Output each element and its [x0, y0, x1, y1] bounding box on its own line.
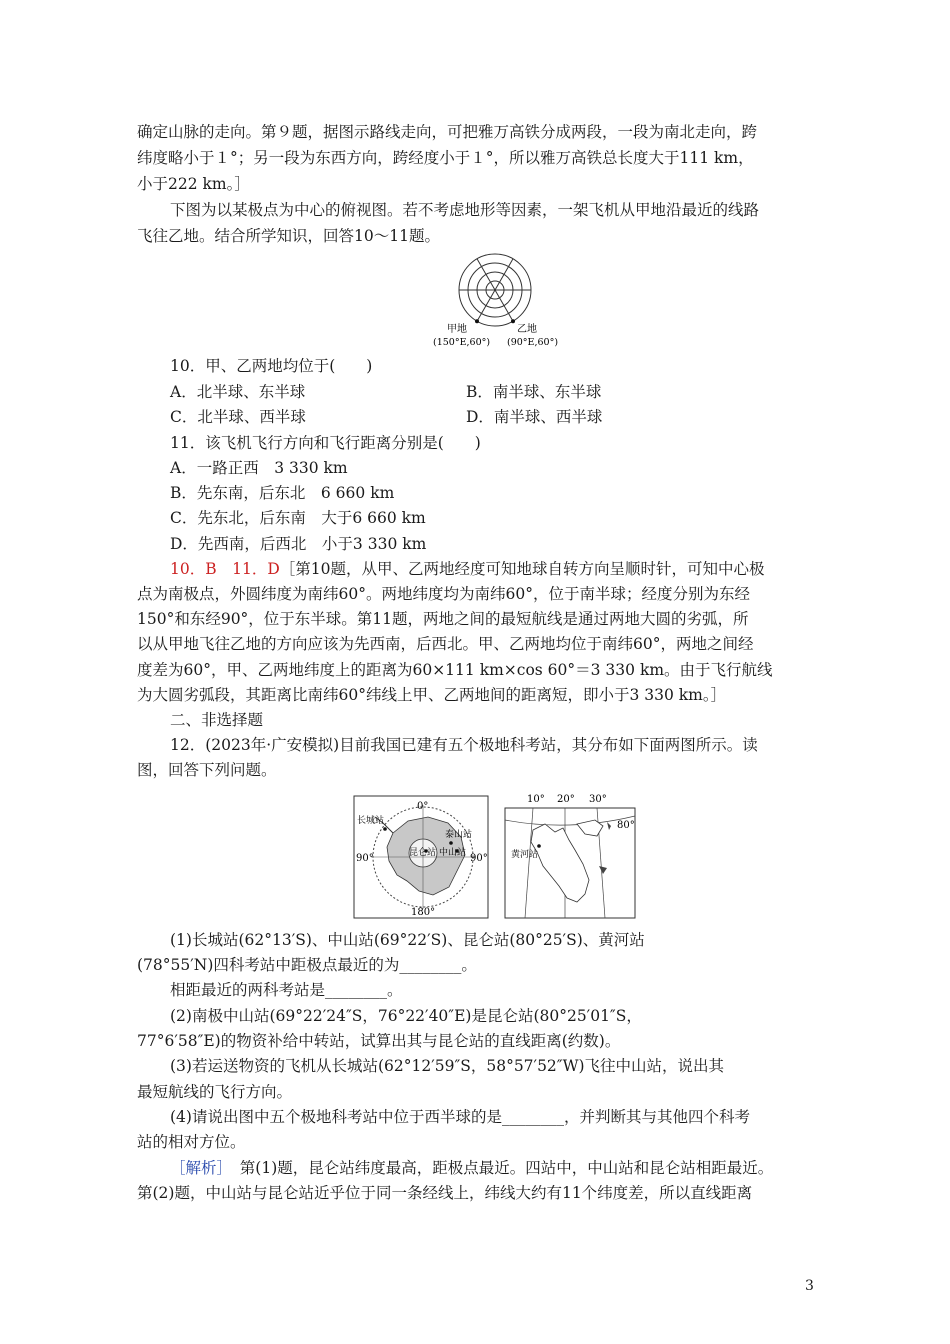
section-heading: 二、非选择题	[170, 711, 264, 729]
lon-10-label: 10°	[527, 794, 545, 805]
jia-label: 甲地	[447, 324, 467, 335]
q12-part1-b: (78°55′N)四科考站中距极点最近的为________。	[137, 956, 477, 974]
intro-line-2: 纬度略小于１°；另一段为东西方向，跨经度小于１°，所以雅万高铁总长度大于111 km，	[137, 149, 754, 167]
kunlun-label: 昆仑站	[409, 848, 437, 858]
answer-text: ［第10题，从甲、乙两地经度可知地球自转方向呈顺时针，可知中心极	[279, 560, 765, 578]
label-90-right: 90°	[470, 853, 488, 864]
huanghe-point	[537, 844, 541, 848]
answer-10-11-line-6: 为大圆劣弧段，其距离比南纬60°纬线上甲、乙两地间的距离短，即小于3 330 km。］	[137, 686, 727, 704]
q10-option-b: B．南半球、东半球	[466, 383, 602, 401]
label-0: 0°	[417, 801, 429, 812]
polar-view-figure	[425, 250, 565, 350]
spitsbergen-island	[531, 824, 589, 902]
q12-stem-2: 图，回答下列问题。	[137, 761, 277, 779]
q11-stem: 11．该飞机飞行方向和飞行距离分别是( )	[170, 434, 481, 452]
q11-option-d: D．先西南，后西北 小于3 330 km	[170, 535, 427, 553]
analysis-text-1: 第(1)题，昆仑站纬度最高，距极点最近。四站中，中山站和昆仑站相距最近。	[239, 1159, 774, 1177]
jia-coord: (150°E,60°)	[433, 337, 491, 348]
intro-line-3: 小于222 km。］	[137, 175, 250, 193]
q12-part3-a: (3)若运送物资的飞机从长城站(62°12′59″S，58°57′52″W)飞往中山站，说出其	[170, 1057, 725, 1075]
q10-option-a: A．北半球、东半球	[170, 383, 306, 401]
changcheng-label: 长城站	[357, 816, 385, 826]
q12-part2-b: 77°6′58″E)的物资补给中转站，试算出其与昆仑站的直线距离(约数)。	[137, 1032, 621, 1050]
svalbard-map	[503, 790, 639, 920]
q11-option-a: A．一路正西 3 330 km	[170, 459, 348, 477]
analysis-line-1	[170, 1158, 773, 1178]
yi-label: 乙地	[517, 324, 537, 335]
q11-option-c: C．先东北，后东南 大于6 660 km	[170, 509, 426, 527]
analysis-line-2: 第(2)题，中山站与昆仑站近乎位于同一条经线上，纬线大约有11个纬度差，所以直线距离	[137, 1184, 753, 1202]
answer-10-11-line-3: 150°和东经90°，位于东半球。第11题，两地之间的最短航线是通过两地大圆的劣弧，所	[137, 610, 749, 628]
answer-10-11-line-4: 以从甲地飞往乙地的方向应该为先西南，后西北。甲、乙两地均位于南纬60°，两地之间经	[137, 635, 754, 653]
huanghe-label: 黄河站	[511, 850, 539, 860]
stem-line-1: 下图为以某极点为中心的俯视图。若不考虑地形等因素，一架飞机从甲地沿最近的线路	[170, 201, 760, 219]
taishan-label: 泰山站	[445, 830, 473, 840]
taishan-point	[449, 841, 453, 845]
analysis-tag: ［解析］	[170, 1159, 225, 1177]
q12-part1-a: (1)长城站(62°13′S)、中山站(69°22′S)、昆仑站(80°25′S)、黄河站	[170, 931, 645, 949]
label-180: 180°	[411, 907, 436, 918]
answer-10-11-line-1	[170, 559, 765, 579]
yi-point	[511, 319, 515, 323]
q12-part2-a: (2)南极中山站(69°22′24″S，76°22′40″E)是昆仑站(80°25′01″S，	[170, 1007, 642, 1025]
intro-line-1: 确定山脉的走向。第９题，据图示路线走向，可把雅万高铁分成两段，一段为南北走向，跨	[137, 123, 758, 141]
zhongshan-label: 中山站	[439, 848, 467, 858]
stem-line-2: 飞往乙地。结合所学知识，回答10～11题。	[137, 227, 440, 245]
lon-20-label: 20°	[557, 794, 575, 805]
q10-option-c: C．北半球、西半球	[170, 408, 306, 426]
answer-key: 10．B 11．D	[170, 560, 280, 578]
lat-80-label: 80°	[617, 820, 635, 831]
page-number: 3	[805, 1278, 814, 1294]
jia-point	[475, 319, 479, 323]
q10-stem: 10．甲、乙两地均位于( )	[170, 357, 373, 375]
changcheng-point	[383, 827, 387, 831]
q12-part4-a: (4)请说出图中五个极地科考站中位于西半球的是________，并判断其与其他四个科考	[170, 1108, 750, 1126]
answer-10-11-line-5: 度差为60°，甲、乙两地纬度上的距离为60×111 km×cos 60°＝3 330 km。由于飞行航线	[137, 661, 773, 679]
label-90-left: 90°	[356, 853, 374, 864]
q11-option-b: B．先东南，后东北 6 660 km	[170, 484, 395, 502]
lon-30-label: 30°	[589, 794, 607, 805]
q10-option-d: D．南半球、西半球	[466, 408, 603, 426]
answer-10-11-line-2: 点为南极点，外圆纬度为南纬60°。两地纬度均为南纬60°，位于南半球；经度分别为东经	[137, 585, 750, 603]
q12-part1-c: 相距最近的两科考站是________。	[170, 981, 403, 999]
q12-stem-1: 12．(2023年·广安模拟)目前我国已建有五个极地科考站，其分布如下面两图所示。读	[170, 736, 758, 754]
yi-coord: (90°E,60°)	[507, 337, 559, 348]
q12-part4-b: 站的相对方位。	[137, 1133, 246, 1151]
antarctica-map	[353, 795, 489, 919]
q12-part3-b: 最短航线的飞行方向。	[137, 1083, 293, 1101]
